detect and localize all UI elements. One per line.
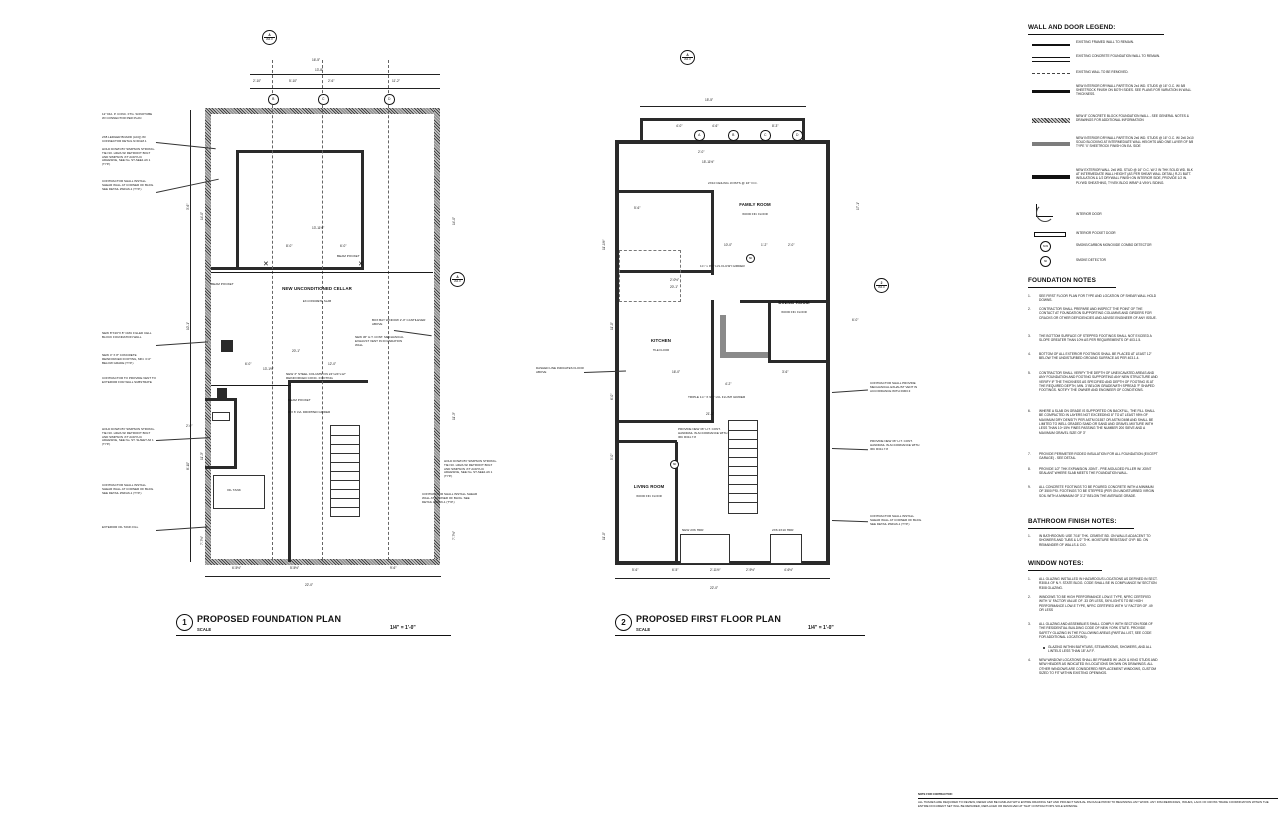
footer-text: ALL TRADES ARE REQUIRED TO REVIEW, REFER AND BE FAMILIAR WITH ENTIRE DRAWING SET AND PROJECT MANUAL PACKAGE PRIOR TO BEGINNING ANY WORK. ANY DISCREPANCIES, ISSUES, LACK OF CROSS TRADE COORDINATION WITHIN THE ENTIRE DOCUMENT SET WILL BE REPAIRED, REPLACED OR RESOLVED AT THAT CONTRACTOR'S SOLE EXPENSE. bbox=[918, 800, 1269, 808]
ff-dim-16-0: 16'-0" bbox=[672, 370, 681, 374]
dim-left-3-6: 3'-6" bbox=[186, 203, 190, 210]
callout-shearwall-2: CONTRACTOR SHALL INSTALL SHEAR WALL AT CORNER OF BLDG. SEE DETAIL #S6/A6-1 (TYP.) bbox=[102, 483, 155, 495]
dim-int-2-0: 2'-0" bbox=[186, 424, 193, 428]
section-bubble-top-letter: A bbox=[268, 32, 271, 37]
ff-callout-shearwall-1: CONTRACTOR SHALL INSTALL SHEAR WALL AT CORNER OF BLDG. SEE DETAIL #S6/A6-1 (TYP.) bbox=[870, 514, 923, 526]
ff-dim-2-0c: 2'-0½" bbox=[670, 278, 680, 282]
dim-bottom-6-5: 6'-5½" bbox=[232, 566, 242, 570]
ff-leader-4 bbox=[832, 520, 868, 522]
ff-wall-right bbox=[826, 140, 830, 565]
door-arc-icon bbox=[1036, 204, 1054, 222]
plan-1-scale-value: 1/4" = 1'-0" bbox=[390, 625, 416, 631]
ff-dim-left-6-0: 6'-0" bbox=[610, 393, 614, 400]
callout-shearwall-3: CONTRACTOR SHALL INSTALL SHEAR WALL AT CORNER OF BLDG. SEE DETAIL #S0/A6-1 (TYP.) bbox=[422, 492, 478, 504]
dim-int-12-0: 12'-0" bbox=[328, 362, 337, 366]
ff-dim-4-6: 4'-6" bbox=[712, 124, 719, 128]
leader-4 bbox=[156, 437, 210, 440]
fnote-body-9: ALL CONCRETE FOOTINGS TO BE POURED CONCRETE WITH A MINIMUM OF 3500 PSI. FOOTINGS TO BE STEPPED (PER ON UNDISTURBED VIRGIN SOIL WITH A MINIMUM OF 3'-2" BELOW THE AVERAGE GRADE. bbox=[1039, 485, 1155, 498]
callout-holddown-2: HOLD DOWN BY SIMPSON STRONG-TIE NO. HD2A W/ RETROFIT BOLT AND SIMPSON 'AT' ACRYLIC ADHESIVE, SEE No. ST. SH'EET A6 1 (TYP.) bbox=[102, 427, 155, 447]
ff-dim-b-5-6: 5'-6" bbox=[632, 568, 639, 572]
footing-pad-3 bbox=[212, 412, 230, 421]
ff-hdr-note-1: NEW 2X6 HDR bbox=[682, 528, 704, 532]
cellar-room-label: NEW UNCONDITIONED CELLAR bbox=[282, 286, 352, 291]
ff-section-bubble-top-sheet: A5.0 bbox=[684, 56, 691, 61]
remove-mark-2: ✕ bbox=[358, 261, 364, 268]
legend-item-0-text: EXISTING FRAMED WALL TO REMAIN. bbox=[1076, 40, 1134, 44]
ff-dim-left-11-0: 11'-0" bbox=[610, 322, 614, 330]
ff-dim-line-top bbox=[640, 106, 806, 107]
plan-2-number-bubble: 2 bbox=[615, 614, 632, 631]
ff-dim-15-11: 15'-11½" bbox=[702, 160, 715, 164]
dim-line-top-2 bbox=[250, 88, 440, 89]
ff-triple-girder-note: TRIPLE 1¾" X 9½" LVL FLUSH GIRDER bbox=[688, 395, 746, 399]
plan-1-title: PROPOSED FOUNDATION PLAN bbox=[197, 614, 342, 624]
legend-swatch-existing-foundation bbox=[1032, 57, 1070, 58]
dining-room-sub: WOOD FIN. FLOOR bbox=[781, 310, 807, 314]
wnote-bullet-dot bbox=[1043, 647, 1045, 649]
first-floor-plan bbox=[520, 0, 1040, 660]
dim-top-2-10: 2'-10" bbox=[253, 79, 262, 83]
remove-mark-1: ✕ bbox=[263, 261, 269, 268]
section-bubble-right bbox=[450, 272, 465, 287]
dim-top-2-6: 2'-6" bbox=[328, 79, 335, 83]
callout-footing: NEW 4" X 8" CONCRETE REINFORCED FOOTING, MIN. 3'-0" BELOW GRADE (TYP.) bbox=[102, 353, 152, 365]
ff-dim-b-22-0: 22'-0" bbox=[710, 586, 719, 590]
family-room-label: FAMILY ROOM bbox=[739, 202, 771, 207]
beam-pocket-label-2: BEAM POCKET bbox=[337, 254, 360, 258]
wnote-body-4: NEW WINDOW LOCATIONS SHALL BE FRAMED W/ JACK & KING STUDS AND NEW HEADER AS INDICATED IN LOCATIONS SHOWN ON DRAWINGS. ALL OTHER WINDOWS ARE CONSIDERED REPLACEMENT WINDOWS, CUSTOM SIZED TO FIT WITHIN EXISTING OPENINGS. bbox=[1039, 658, 1158, 675]
legend-swatch-existing-frame bbox=[1032, 44, 1070, 46]
ff-part-8 bbox=[768, 360, 828, 363]
ff-dim-10-0: 10'-0" bbox=[724, 243, 733, 247]
dim-left-11-3: 11'-3" bbox=[200, 452, 204, 460]
living-room-sub: WOOD FIN. FLOOR bbox=[636, 494, 662, 498]
ff-part-2 bbox=[711, 190, 714, 275]
dim-left-7-7: 7'-7½" bbox=[200, 535, 204, 545]
callout-oiltank-fill: EXTERIOR OIL TANK FILL bbox=[102, 525, 139, 529]
kitchen-counter-2 bbox=[720, 315, 726, 357]
section-bubble-top bbox=[262, 30, 277, 45]
fnote-num-1: 1. bbox=[1028, 294, 1031, 298]
legend-swatch-new-partition bbox=[1032, 90, 1070, 93]
legend-item-4-text: NEW 8" CONCRETE BLOCK FOUNDATION WALL - SEE GENERAL NOTES & DRAWINGS FOR ADDITIONAL INFORMATION bbox=[1076, 114, 1189, 123]
legend-swatch-cmu bbox=[1032, 118, 1070, 123]
fnote-body-4: BOTTOM OF ALL EXTERIOR FOOTINGS SHALL BE PLACED AT LEAST 12" BELOW THE UNDISTURBED GROUND SURFACE AS PER 403.1.4. bbox=[1039, 352, 1152, 361]
ff-girder-note: 1¾" x 9½" LVL FLUSH GIRDER bbox=[700, 264, 745, 268]
grid-bubble-c: C bbox=[318, 94, 329, 105]
ff-part-4 bbox=[711, 300, 714, 420]
dim-int-8-0: 8'-0" bbox=[286, 244, 293, 248]
ff-grid-bubble-a: A bbox=[694, 130, 705, 141]
fnote-body-5: CONTRACTOR SHALL VERIFY THE DEPTH OF UNEXCAVATED AREAS AND ANY FOUNDATION AND FOOTING SUPPORTING ANY NEW STRUCTURE AND VERIFY IF THE THICKNESS AS SPECIFIED AND DEPTH OF FOOTING IS AT THE REQUIRED DEPTH, MIN. 3' BELOW GRADE/WITH SPREAD 'F' SHAPED FOOTINGS. NOTIFY THE OWNER AND ENGINEER OF CONDITIONS. bbox=[1039, 371, 1158, 393]
wnote-num-4: 4. bbox=[1028, 658, 1031, 662]
ff-stair bbox=[728, 420, 758, 514]
fnote-body-7: PROVIDE PERIMETER RODEO INSULATION FOR ALL FOUNDATION (EXCEPT GARAGE) - SEE DETAIL. bbox=[1039, 452, 1158, 461]
ff-bumpout-top bbox=[640, 118, 805, 121]
foundation-interior-wall-a bbox=[236, 150, 239, 270]
ff-dim-20-1: 20'-1" bbox=[670, 285, 679, 289]
fnote-body-3: THE BOTTOM SURFACE OF STEPPED FOOTINGS SHALL NOT EXCEED A SLOPE GREATER THAN 10% AS PER REQUIREMENTS OF 403.1.5. bbox=[1039, 334, 1152, 343]
dim-left-14-0: 14'-0" bbox=[200, 211, 204, 220]
footer-rule bbox=[918, 798, 1278, 799]
legend-item-5-text: NEW INTERIOR DRYWALL PARTITION 2x6 WD. STUDS @ 16" O.C. W/ 2x6 2x10 SOLID BLOCKING AT INTERMEDIATE WALL HEIGHTS AND ONE LAYER OF 5/8 TYPE 'X' SHEETROCK FINISH ON EA. SIDE bbox=[1076, 136, 1194, 149]
ff-wall-top bbox=[615, 140, 830, 144]
wnote-body-2: WINDOWS TO BE HIGH PERFORMANCE LOW-E TYPE, NFRC CERTIFIED WITH 'U' FACTOR VALUE OF .33 OR LESS, SKYLIGHTS TO BE HIGH PERFORMANCE LOW-E TYPE, NFRC CERTIFIED WITH 'U' FACTOR OF .49 OR LESS bbox=[1039, 595, 1153, 612]
ff-dim-left-11-1: 11'-1½" bbox=[602, 239, 606, 250]
grid-bubble-d: D bbox=[384, 94, 395, 105]
callout-holddown-1: HOLD DOWN BY SIMPSON STRONG-TIE NO. HD2A W/ RETROFIT BOLT AND SIMPSON 'AT' ACRYLIC ADHESIVE, SEE No. ST-SEE1 A6 1 (TYP.) bbox=[102, 147, 155, 167]
foundation-interior-wall-d bbox=[211, 267, 364, 270]
dim-vline-left bbox=[190, 110, 191, 562]
ff-dim-5-6: 5'-6" bbox=[634, 206, 641, 210]
callout-sonotube: 12" DIA. P. CONC. FTG. SONOTUBE W/ CONNECTOR PER PLAN bbox=[102, 112, 153, 120]
plan-1-scale-word: SCALE bbox=[197, 627, 212, 632]
ff-dim-1-2: 1'-2" bbox=[761, 243, 768, 247]
ff-dim-left-11-0b: 11'-0" bbox=[602, 532, 606, 540]
callout-holddown-3: HOLD DOWN BY SIMPSON STRONG-TIE NO. HD2A W/ RETROFIT BOLT AND SIMPSON 'AT' ACRYLIC ADHESIVE, SEE No. ST-SEE1 A6 1 (TYP.) bbox=[444, 459, 497, 479]
cellar-room-sub: EX.CONCRETE SLAB bbox=[302, 299, 332, 303]
bnote-num-1: 1. bbox=[1028, 534, 1031, 538]
ff-part-5 bbox=[619, 420, 714, 423]
leader-3 bbox=[156, 341, 208, 345]
foundation-beam-2 bbox=[211, 385, 291, 386]
fnote-num-6: 6. bbox=[1028, 409, 1031, 413]
plan-2-title: PROPOSED FIRST FLOOR PLAN bbox=[636, 614, 782, 624]
ff-entry-box bbox=[680, 534, 730, 564]
dim-int-20-1: 20'-1" bbox=[292, 349, 301, 353]
callout-ledger: 2X8 LEDGER BOARD (ACQ) W/ CONNECTOR DETAIL N=DGM.1 bbox=[102, 135, 147, 143]
notes-panel bbox=[918, 0, 1280, 828]
ff-dim-left-5-0: 5'-0" bbox=[610, 453, 614, 460]
ff-leader-1 bbox=[584, 371, 626, 373]
ff-part-10 bbox=[619, 440, 677, 443]
legend-item-2-text: EXISTING WALL TO BE REMOVED. bbox=[1076, 70, 1129, 74]
foundation-stair bbox=[330, 425, 360, 517]
dim-bottom-9-6: 9'-6" bbox=[390, 566, 397, 570]
dim-top-11-2: 11'-2" bbox=[392, 79, 400, 83]
footing-pad-2 bbox=[217, 388, 227, 398]
ff-callout-floor-above: DASHED LINE INDICATES FLOOR ABOVE bbox=[536, 366, 584, 374]
legend-item-1-text: EXISTING CONCRETE FOUNDATION WALL TO REMAIN. bbox=[1076, 54, 1161, 58]
bathroom-notes-title: BATHROOM FINISH NOTES: bbox=[1028, 518, 1117, 525]
ff-dim-line-bottom bbox=[615, 578, 830, 579]
ff-hdr-note-2: 2X6 2X10 HDR bbox=[772, 528, 794, 532]
legend-item-3-text: NEW INTERIOR DRYWALL PARTITION 2x4 WD. STUDS @ 16" O.C. W/ 5/8 SHEETROCK FINISH ON BOTH SIDES. SEE PLANS FOR VARIATION IN WALL THICKNESS. bbox=[1076, 84, 1192, 97]
fnote-num-2: 2. bbox=[1028, 307, 1031, 311]
window-notes-underline bbox=[1028, 570, 1102, 571]
fnote-body-6: WHERE A SLAB ON GRADE IS SUPPORTED ON BACKFILL, THE FILL SHALL BE COMPACTED IN LAYERS NOT EXCEEDING 8" TO AT LEAST 95% OF MAXIMUM DRY DENSITY PER ASTM D1557 OR ASTM D698 AND SHALL BE LIMITED TO WELL GRADED SAND OR SAND AND GRAVEL MIXTURE WITH LESS THAN 10~15% FINES PASSING THE NUMBER 200 SIEVE AND A MAXIMUM GRAVEL SIZE OF 3" bbox=[1039, 409, 1155, 435]
foundation-interior-wall-c bbox=[361, 150, 364, 268]
ff-grid-bubble-c: C bbox=[760, 130, 771, 141]
ff-dim-6-0: 6'-0" bbox=[852, 318, 859, 322]
fnote-body-8: PROVIDE 1/2" THK EXPANSION JOINT - PRE-MOULDED FILLER W/ JOINT SEALANT WHERE SLAB MEETS THE FOUNDATION WALL. bbox=[1039, 467, 1152, 476]
dim-int-13-1: 13'-1½" bbox=[263, 367, 274, 371]
ff-grid-bubble-b: B bbox=[728, 130, 739, 141]
fnote-num-9: 9. bbox=[1028, 485, 1031, 489]
legend-item-7-text: INTERIOR DOOR bbox=[1076, 212, 1102, 216]
dim-bottom-22-0: 22'-0" bbox=[305, 583, 314, 587]
grid-bubble-b: B bbox=[268, 94, 279, 105]
wnote-body-1: ALL GLAZING INSTALLED IN HAZARDOUS LOCATIONS AS DEFINED IN SECT. R308.4 OF N.Y. STATE BLDG. CODE SHALL BE IN COMPLIANCE W/ SECTION R308 GLAZING. bbox=[1039, 577, 1158, 590]
ff-section-bubble-right-sheet: A5.0 bbox=[878, 284, 885, 289]
foundation-interior-wall-g bbox=[205, 466, 237, 469]
callout-vent: CONTRACTOR TO PROVIDE VENT TO EXTERIOR FOR WALL SUBSTRATE bbox=[102, 376, 157, 384]
dim-int-6-0: 6'-0" bbox=[340, 244, 347, 248]
foundation-interior-wall-e bbox=[205, 398, 235, 401]
ff-section-bubble-right-letter: 2 bbox=[880, 280, 883, 285]
grid-line-d bbox=[388, 60, 389, 560]
window-notes-title: WINDOW NOTES: bbox=[1028, 560, 1084, 567]
fnote-body-1: SEE FIRST FLOOR PLAN FOR TYPE AND LOCATION OF SHEAR WALL HOLD DOWNS. bbox=[1039, 294, 1157, 303]
dim-top-16-5: 16'-5" bbox=[312, 58, 321, 62]
dim-int-13-11: 13'-11½" bbox=[312, 226, 325, 230]
ff-section-bubble-top bbox=[680, 50, 695, 65]
ff-dim-4-0: 4'-0" bbox=[676, 124, 683, 128]
section-bubble-right-letter: A bbox=[456, 274, 459, 279]
scm-detector-icon: SCM bbox=[1040, 241, 1051, 252]
ff-dim-3-6: 3'-6" bbox=[782, 370, 789, 374]
ff-dim-15-5: 15'-5" bbox=[705, 98, 714, 102]
dim-left-8-10: 8'-10" bbox=[186, 461, 190, 470]
dim-line-bottom bbox=[205, 576, 441, 577]
dim-bottom-5-5: 5'-5½" bbox=[290, 566, 300, 570]
section-bubble-right-sheet: A5.0 bbox=[454, 278, 461, 283]
ff-dim-17-1: 17'-1" bbox=[856, 201, 860, 210]
ff-leader-2 bbox=[832, 389, 868, 392]
foundation-beam-1 bbox=[211, 272, 433, 273]
ff-part-3 bbox=[619, 190, 714, 193]
beam-pocket-label-3: BEAM POCKET bbox=[288, 398, 311, 402]
dim-right-a: 14'-0" bbox=[452, 216, 456, 225]
legend-item-6-text: NEW EXTERIOR WALL 2x6 WD. STUD @ 16" O.C. W/ 2 IN THK SOLID WD. BLK AT INTERMEDIATE WALL HEIGHT (AS PER SHEAR WALL DETAIL) R-21 BATT. INSULATION & 1/2 DRYWALL FINISH ON INTERIOR SIDE, PROVIDE 1/2 IN. PLYWD SHEATHING, TYVEK BLDG WRAP & VINYL SIDING. bbox=[1076, 168, 1193, 185]
pocket-door-icon bbox=[1034, 232, 1066, 237]
ff-leader-3 bbox=[832, 448, 868, 450]
dining-room-label: DINING ROOM bbox=[778, 300, 810, 305]
wnote-bullet-1: GLAZING WITHIN BATHTUBS, STEAMROOMS, SHOWERS, AND ALL LINTELS LESS THAN 18" A.F.F. bbox=[1048, 645, 1152, 654]
dim-top-13-8: 13'-8" bbox=[315, 68, 324, 72]
ff-dim-2-0b: 2'-0" bbox=[788, 243, 795, 247]
foundation-notes-title: FOUNDATION NOTES bbox=[1028, 277, 1096, 284]
fnote-num-3: 3. bbox=[1028, 334, 1031, 338]
wnote-body-3: ALL GLAZING AND ASSEMBLIES SHALL COMPLY WITH SECTION R308 OF THE RESIDENTIAL BUILDING CODE OF NEW YORK STATE. PROVIDE SAFETY GLAZING IN THE FOLLOWING AREAS (PARTIAL LIST, SEE CODE FOR ADDITIONAL LOCATIONS): bbox=[1039, 622, 1153, 639]
fnote-body-2: CONTRACTOR SHALL PREPARE AND INSPECT THE POINT OF THE CONTACT AT FOUNDATION SUPPORTING COLUMNS AND GIRDERS FOR CRACKS OR OTHER DEFICIENCIES AND ADVISE ENGINEER OF ANY ISSUE. bbox=[1039, 307, 1157, 320]
ff-grid-bubble-d: D bbox=[792, 130, 803, 141]
grid-line-b bbox=[272, 60, 273, 560]
legend-swatch-2x6-partition bbox=[1032, 142, 1070, 146]
dim-left-10-1: 10'-1" bbox=[186, 321, 190, 330]
callout-shearwall-1: CONTRACTOR SHALL INSTALL SHEAR WALL AT CORNER OF BLDG. SEE DETAIL #S0/A6-1 (TYP.) bbox=[102, 179, 155, 191]
foundation-interior-wall-f bbox=[234, 398, 237, 468]
ff-bumpout-left bbox=[640, 118, 643, 142]
section-bubble-top-sheet: A5.0 bbox=[266, 36, 273, 41]
plan-1-title-rule bbox=[176, 635, 451, 636]
floor-above-outline bbox=[619, 250, 681, 302]
ff-callout-handrail-2: PROVIDE NEW 36" H.T. CONT. HANDRAIL IN ACCORDANCE WITH IRC R311.7.8 bbox=[870, 439, 920, 451]
ff-dim-21-1: 21'-1" bbox=[706, 412, 715, 416]
legend-item-9-text: SMOKE/CARBON MONOXIDE COMBO DETECTOR bbox=[1076, 243, 1152, 247]
foundation-interior-wall-h bbox=[288, 382, 291, 562]
legend-swatch-existing-foundation-2 bbox=[1032, 61, 1070, 62]
plan-2-title-rule bbox=[615, 635, 865, 636]
ff-dim-8-3: 8'-3" bbox=[772, 124, 779, 128]
ff-joist-note: 2X10 CEILING JOISTS @ 16" O.C. bbox=[708, 181, 758, 185]
legend-title: WALL AND DOOR LEGEND: bbox=[1028, 24, 1116, 31]
oil-tank-label: OIL TANK bbox=[227, 488, 241, 492]
foundation-plan bbox=[0, 0, 520, 660]
callout-lvl-girder: 4' X 6' LVL DROPPED GIRDER bbox=[288, 410, 331, 414]
dim-int-6-0b: 6'-0" bbox=[245, 362, 252, 366]
ff-dim-b-2-9: 2'-9½" bbox=[746, 568, 756, 572]
grid-line-c bbox=[322, 60, 323, 560]
callout-exhaust-vent: NEW 36" H.T. CONT. MECHANICAL EXHAUST VENT IN FOUNDATION WALL bbox=[355, 335, 404, 347]
fnote-num-8: 8. bbox=[1028, 467, 1031, 471]
sd-detector-icon: SD bbox=[1040, 256, 1051, 267]
family-room-sub: WOOD FIN. FLOOR bbox=[742, 212, 768, 216]
callout-cmu: NEW 8"X16"X 8" CMU FILLED CELL BLOCK FOUNDATION WALL bbox=[102, 331, 152, 339]
fnote-num-5: 5. bbox=[1028, 371, 1031, 375]
legend-item-10-text: SMOKE DETECTOR bbox=[1076, 258, 1106, 262]
smoke-detector-2: SD bbox=[670, 460, 679, 469]
ff-entry-stoop bbox=[770, 534, 802, 564]
ff-dim-2-0: 2'-0" bbox=[698, 150, 705, 154]
foundation-notes-underline bbox=[1028, 287, 1116, 288]
kitchen-sub: TILE FLOOR bbox=[652, 348, 670, 352]
legend-item-8-text: INTERIOR POCKET DOOR bbox=[1076, 231, 1116, 235]
footing-pad-1 bbox=[221, 340, 233, 352]
footer-title: NOTE FOR CONTRACTOR: bbox=[918, 793, 953, 796]
ff-callout-handrail-1: PROVIDE NEW 36" H.T. CONT. HANDRAIL IN ACCORDANCE WITH IRC R311.7.8 bbox=[678, 427, 728, 439]
ff-bumpout-right bbox=[802, 118, 805, 142]
ff-dim-b-4-6: 4'-6½" bbox=[784, 568, 794, 572]
dim-right-c: 7'-7½" bbox=[452, 530, 456, 540]
kitchen-counter bbox=[720, 352, 768, 358]
bathroom-notes-underline bbox=[1028, 528, 1134, 529]
wnote-num-1: 1. bbox=[1028, 577, 1031, 581]
plan-1-number-bubble: 1 bbox=[176, 614, 193, 631]
dim-top-5-10: 5'-10" bbox=[289, 79, 298, 83]
smoke-detector-1: SD bbox=[746, 254, 755, 263]
wnote-num-3: 3. bbox=[1028, 622, 1031, 626]
plan-2-scale-value: 1/4" = 1'-0" bbox=[808, 625, 834, 631]
wnote-num-2: 2. bbox=[1028, 595, 1031, 599]
ff-section-bubble-right bbox=[874, 278, 889, 293]
foundation-wall-left bbox=[205, 108, 211, 565]
plan-2-scale-word: SCALE bbox=[636, 627, 651, 632]
living-room-label: LIVING ROOM bbox=[633, 484, 665, 489]
callout-boxbay: BOX BAY WINDOW 2'-0" CANTILEVER ABOVE bbox=[372, 318, 426, 326]
beam-pocket-label-1: BEAM POCKET bbox=[211, 282, 234, 286]
foundation-interior-wall-b bbox=[236, 150, 364, 153]
dim-line-top-1 bbox=[250, 74, 440, 75]
kitchen-label: KITCHEN bbox=[650, 338, 672, 343]
ff-wall-left bbox=[615, 140, 619, 565]
leader-5 bbox=[156, 526, 208, 530]
fnote-num-4: 4. bbox=[1028, 352, 1031, 356]
fnote-num-7: 7. bbox=[1028, 452, 1031, 456]
legend-title-underline bbox=[1028, 34, 1164, 35]
bnote-body-1: IN BATHROOMS: USE 7/16" THK. CEMENT BD. ON WALLS ADJACENT TO SHOWERS AND TUBS & 1/2" THK. MOISTURE RESISTANT GYP. BD. ON REMAINDER OF WALLS & C/O. bbox=[1039, 534, 1151, 547]
ff-dim-b-6-5: 6'-5" bbox=[672, 568, 679, 572]
ff-callout-exhaust: CONTRACTOR SHALL PROVIDE MECHANICAL EXHAUST VENT IN ACCORDANCE WITH R303.3 bbox=[870, 381, 918, 393]
ff-dim-4-2: 4'-2" bbox=[725, 382, 732, 386]
legend-swatch-removed bbox=[1032, 73, 1070, 74]
ff-dim-b-2-11: 2'-11½" bbox=[710, 568, 721, 572]
ff-section-bubble-top-letter: A bbox=[686, 52, 689, 57]
legend-swatch-exterior-wall bbox=[1032, 175, 1070, 179]
steel-column-label: NEW 3" STEEL COLUMN ON 24"x24"x12" REINFORCED CONC. FOOTING bbox=[286, 372, 346, 380]
dim-right-b: 11'-3" bbox=[452, 412, 456, 420]
